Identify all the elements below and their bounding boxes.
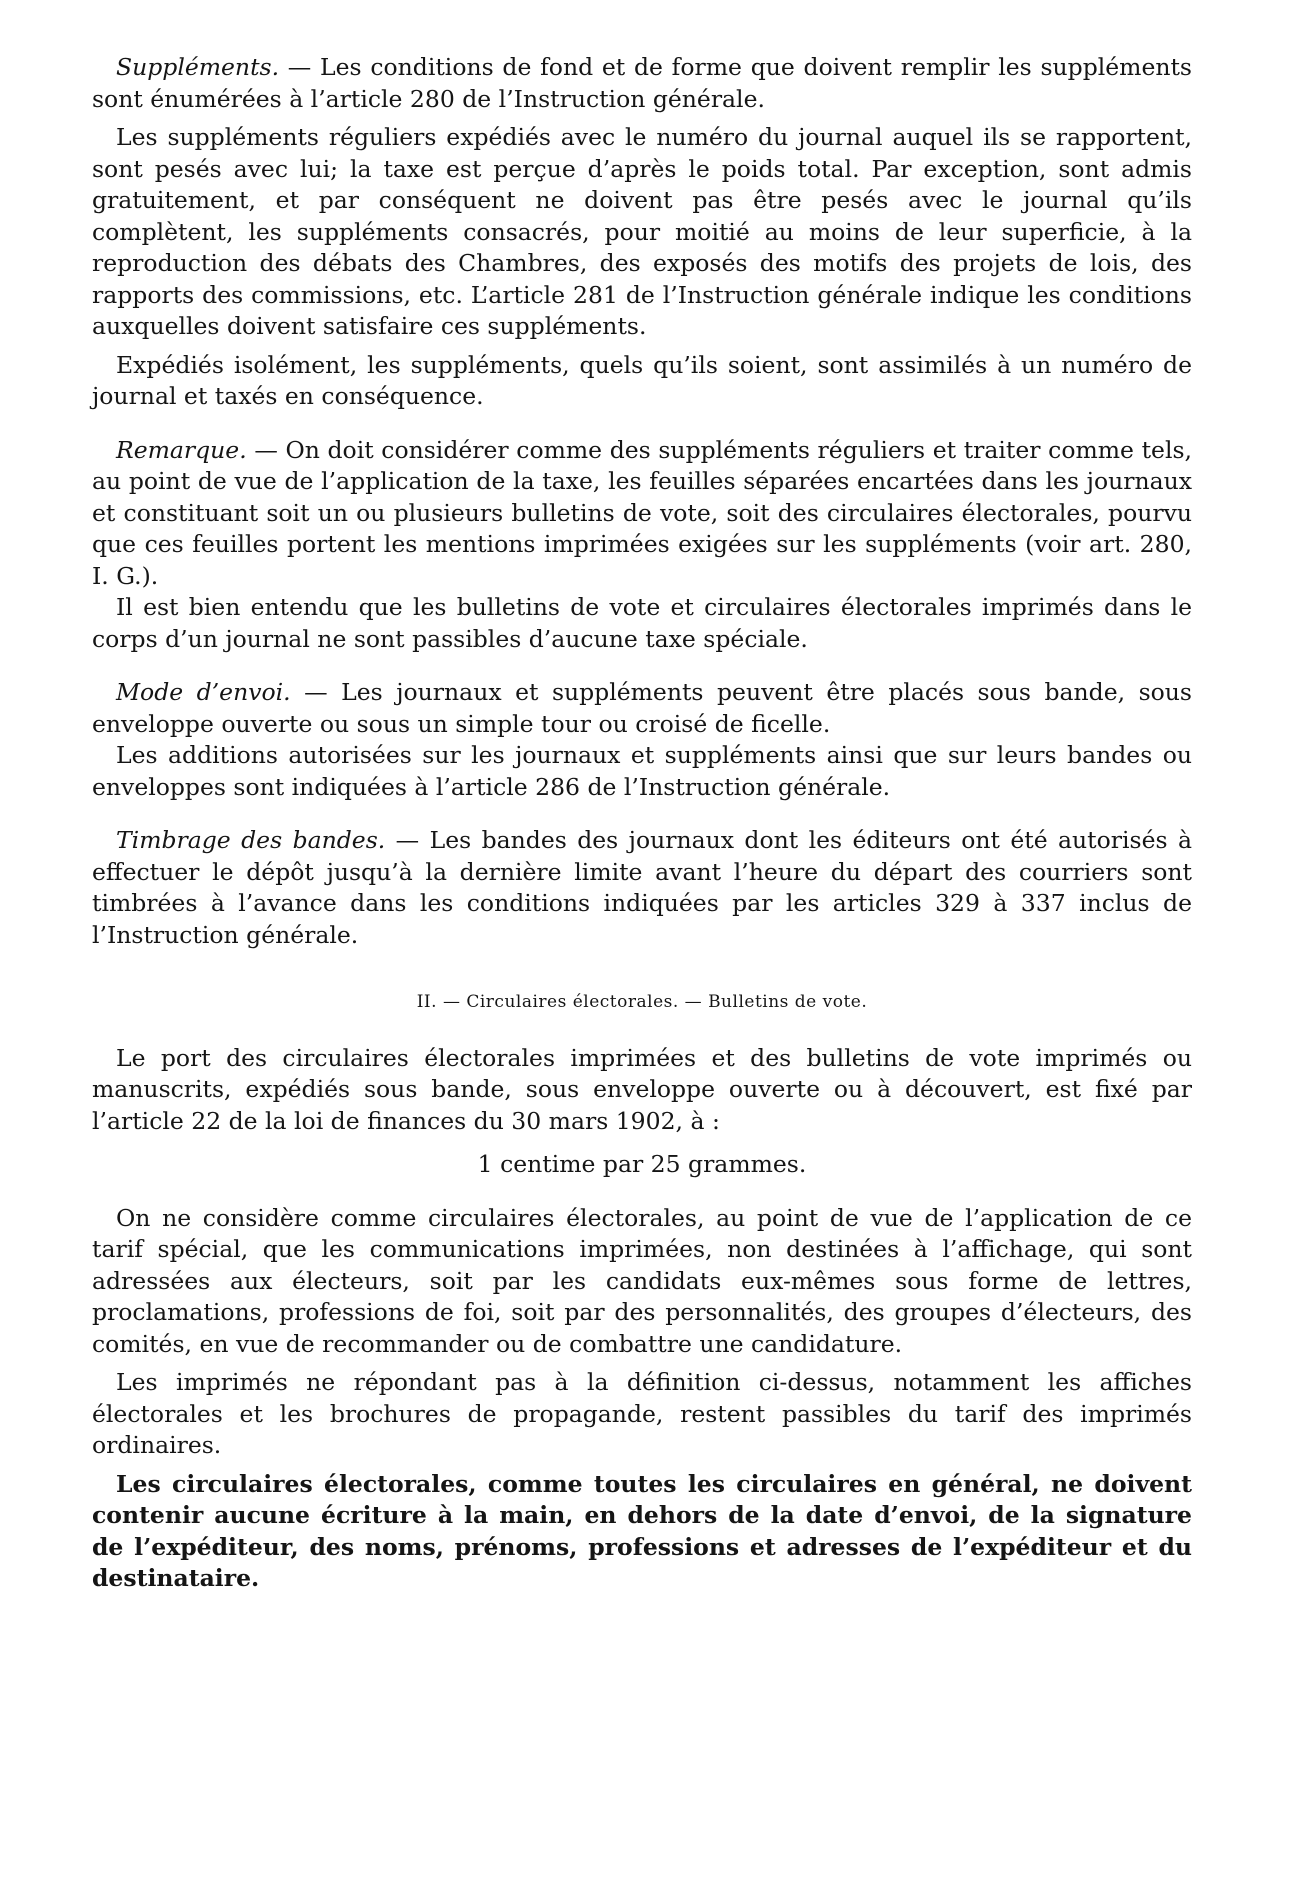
paragraph-lead: Timbrage des bandes.	[116, 826, 386, 854]
paragraph-mode-envoi	[92, 677, 1192, 740]
paragraph-lead: Remarque.	[116, 435, 247, 464]
paragraph-supplements-reguliers: Les suppléments réguliers expédiés avec le numéro du journal auquel ils se rapportent, sont pesés avec lui; la taxe est perçue d’après le poids total. Par exception, sont admis gratuitement, et par conséquent ne doivent pas être pesés avec le journal qu’ils complètent, les suppléments consacrés, pour moitié au moins de leur superficie, à la reproduction des débats des Chambres, des exposés des motifs des projets de lois, des rapports des commissions, etc. L’article 281 de l’Instruction générale indique les conditions auxquelles doivent satisfaire ces suppléments.	[92, 123, 1192, 340]
paragraph-ecriture-main: Les circulaires électorales, comme toutes les circulaires en général, ne doivent contenir aucune écriture à la main, en dehors de la date d’envoi, de la signature de l’expéditeur, des noms, prénoms, professions et adresses de l’expéditeur et du destinataire.	[92, 1469, 1192, 1592]
paragraph-additions-autorisees: Les additions autorisées sur les journaux et suppléments ainsi que sur leurs bandes ou enveloppes sont indiquées à l’article 286 de l’Instruction générale.	[92, 741, 1192, 801]
paragraph-expedies-isolement: Expédiés isolément, les suppléments, quels qu’ils soient, sont assimilés à un numéro de journal et taxés en conséquence.	[92, 350, 1192, 410]
paragraph-supplements	[92, 52, 1192, 115]
paragraph-imprimes-ordinaires: Les imprimés ne répondant pas à la définition ci-dessus, notamment les affiches électorales et les brochures de propagande, restent passibles du tarif des imprimés ordinaires.	[92, 1368, 1192, 1459]
paragraph-port-circulaires: Le port des circulaires électorales imprimées et des bulletins de vote imprimés ou manuscrits, expédiés sous bande, sous enveloppe ouverte ou à découvert, est fixé par l’article 22 de la loi de finances du 30 mars 1902, à :	[92, 1043, 1192, 1135]
section-heading: II. — Circulaires électorales. — Bulletins de vote.	[416, 992, 868, 1012]
paragraph-text: — Les journaux et suppléments peuvent être placés sous bande, sous enveloppe ouverte ou sous un simple tour ou croisé de ficelle.	[92, 678, 1192, 738]
paragraph-definition-circulaires: On ne considère comme circulaires électorales, au point de vue de l’application de ce tarif spécial, que les communications imprimées, non destinées à l’affichage, qui sont adressées aux électeurs, soit par les candidats eux-mêmes sous forme de lettres, proclamations, professions de foi, soit par des personnalités, des groupes d’électeurs, des comités, en vue de recommander ou de combattre une candidature.	[92, 1203, 1192, 1358]
paragraph-timbrage	[92, 825, 1192, 951]
rate-line: 1 centime par 25 grammes.	[477, 1150, 807, 1178]
paragraph-text: — Les conditions de fond et de forme que doivent remplir les suppléments sont énumérées à l’article 280 de l’Instruction générale.	[92, 53, 1192, 113]
paragraph-lead: Mode d’envoi.	[116, 678, 291, 706]
paragraph-remarque	[92, 435, 1192, 593]
document-page	[92, 52, 1192, 1595]
paragraph-text: — On doit considérer comme des suppléments réguliers et traiter comme tels, au point de vue de l’application de la taxe, les feuilles séparées encartées dans les journaux et constituant soit un ou plusieurs bulletins de vote, soit des circulaires électorales, pourvu que ces feuilles portent les mentions imprimées exigées sur les suppléments (voir art. 280, I. G.).	[92, 435, 1192, 590]
paragraph-lead: Suppléments.	[116, 53, 280, 81]
paragraph-text: — Les bandes des journaux dont les éditeurs ont été autorisés à effectuer le dépôt jusqu’à la dernière limite avant l’heure du départ des courriers sont timbrées à l’avance dans les conditions indiquées par les articles 329 à 337 inclus de l’Instruction générale.	[92, 826, 1192, 949]
paragraph-bulletins-dans-journal: Il est bien entendu que les bulletins de vote et circulaires électorales imprimés dans le corps d’un journal ne sont passibles d’aucune taxe spéciale.	[92, 593, 1192, 653]
